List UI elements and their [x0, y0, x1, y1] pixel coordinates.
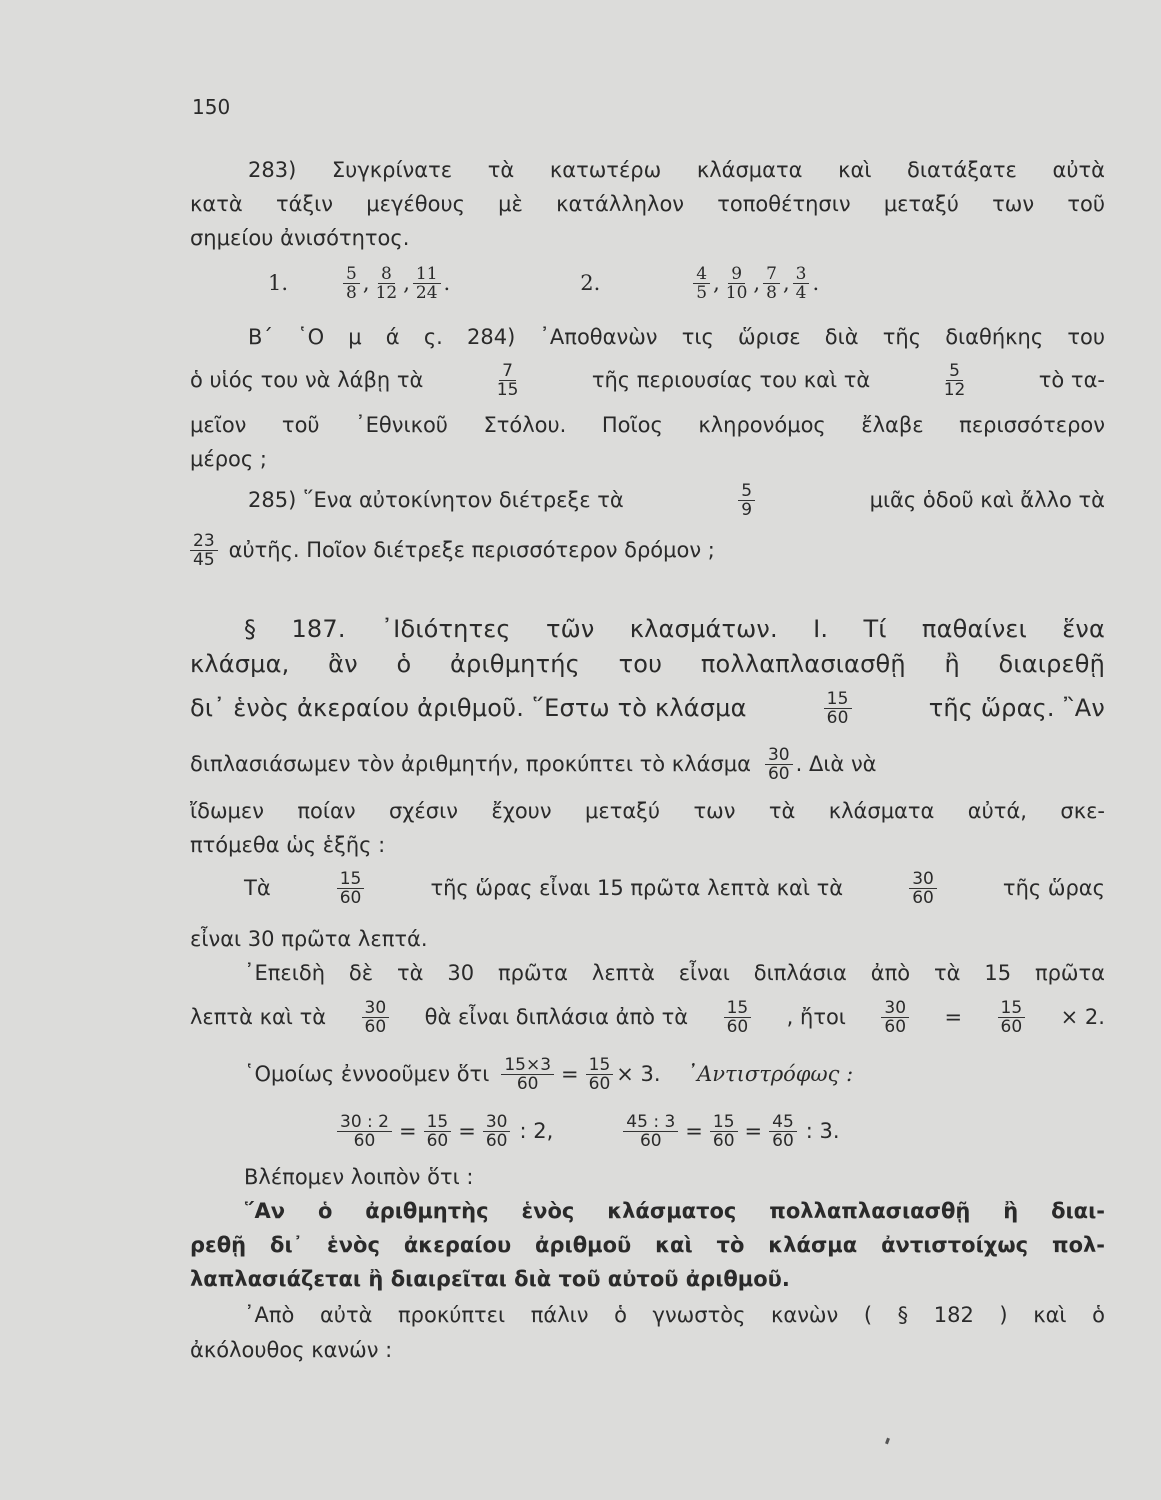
section-187-line6: πτόμεθα ὡς ἑξῆς : [190, 833, 386, 857]
section-187-title: § 187. ᾿Ιδιότητες τῶν κλασμάτων. Ι. Τί παθαίνει ἕνα [244, 615, 1105, 643]
fraction: 15 60 [724, 999, 752, 1036]
section-187-equations: $\frac{30 : 2}{60}$ = $\frac{15}{60}$ = $\frac{30}{60}$ : 2, $\frac{45 : 3}{60}$ = $\frac{15}{60}$ = $\frac{45}{60}$ : 3. [334, 1106, 1034, 1156]
section-187-line3: δι᾿ ἑνὸς ἀκεραίου ἀριθμοῦ. ῞Εστω τὸ κλάσμα 15 60 τῆς ὥρας. ῍Αν [190, 688, 1105, 728]
section-187-line5: ἴδωμεν ποίαν σχέσιν ἔχουν μεταξύ των τὰ κλάσματα αὐτά, σκε- [190, 799, 1105, 823]
ex283-fraction-list: 1. 5 8 , 8 12 , 11 24 . 2. 4 5 , 9 10 , 7 8 , 3 4 . [268, 263, 820, 303]
ex285-line1: 285) ῞Ενα αὐτοκίνητον διέτρεξε τὰ 5 9 μιᾶς ὁδοῦ καὶ ἄλλο τὰ [248, 480, 1105, 520]
rule-line3: λαπλασιάζεται ἢ διαιρεῖται διὰ τοῦ αὐτοῦ ἀριθμοῦ. [190, 1267, 790, 1291]
section-187-line11: ῾Ομοίως ἐννοοῦμεν ὅτι $\frac{15\times 3}{60}$ = $\frac{15}{60}$ × 3. ᾿Αντιστρόφως : [244, 1054, 854, 1094]
fraction: 30 60 [765, 746, 793, 783]
fraction: $\frac{30}{60}$ [881, 999, 909, 1036]
section-187-line13: Βλέπομεν λοιπὸν ὅτι : [244, 1165, 474, 1189]
ink-speck [885, 1438, 890, 1445]
fraction: 8 12 [375, 263, 398, 303]
ex283-line1: 283) Συγκρίνατε τὰ κατωτέρω κλάσματα καὶ διατάξατε αὐτὰ [248, 158, 1105, 182]
fraction: 5 8 [343, 265, 360, 302]
fraction: $\frac{45}{60}$ [769, 1113, 797, 1150]
section-187-line8: εἶναι 30 πρῶτα λεπτά. [190, 927, 428, 951]
section-187-line10: λεπτὰ καὶ τὰ 30 60 θὰ εἶναι διπλάσια ἀπὸ τὰ 15 60 , ἤτοι $\frac{30}{60}$ = $\frac{15}{60}$ × 2. [190, 997, 1105, 1037]
fraction: $\frac{15}{60}$ [710, 1113, 738, 1150]
fraction: 30 60 [909, 870, 937, 907]
fraction: 15 60 [824, 690, 852, 727]
fraction: 15 60 [337, 870, 365, 907]
rule-line1: ῞Αν ὁ ἀριθμητὴς ἑνὸς κλάσματος πολλαπλασιασθῇ ἢ διαι- [244, 1199, 1105, 1223]
fraction: 11 24 [413, 265, 441, 302]
section-187-line7: Τὰ 15 60 τῆς ὥρας εἶναι 15 πρῶτα λεπτὰ καὶ τὰ 30 60 τῆς ὥρας [244, 868, 1105, 908]
section-187-line2: κλάσμα, ἂν ὁ ἀριθμητής του πολλαπλασιασθῇ ἢ διαιρεθῇ [190, 650, 1105, 678]
fraction: 23 45 [190, 532, 218, 569]
fraction: $\frac{15}{60}$ [424, 1113, 452, 1150]
section-187-line4: διπλασιάσωμεν τὸν ἀριθμητήν, προκύπτει τὸ κλάσμα 30 60 . Διὰ νὰ [190, 744, 877, 784]
fraction: 9 10 [725, 263, 748, 303]
fraction: 7 15 [496, 360, 519, 400]
ex283-line2: κατὰ τάξιν μεγέθους μὲ κατάλληλον τοποθέτησιν μεταξύ των τοῦ [190, 192, 1105, 216]
fraction: $\frac{30 : 2}{60}$ [337, 1113, 392, 1150]
ex284-line1: Β΄ ῾Ο μ ά ς. 284) ᾿Αποθανὼν τις ὥρισε διὰ τῆς διαθήκης του [248, 325, 1105, 349]
part1-label: 1. [268, 271, 289, 295]
section-187-line17: ᾿Απὸ αὐτὰ προκύπτει πάλιν ὁ γνωστὸς κανὼν ( § 182 ) καὶ ὁ [244, 1303, 1105, 1327]
ex284-line4: μέρος ; [190, 447, 267, 471]
fraction: $\frac{15}{60}$ [998, 999, 1026, 1036]
ex283-line3: σημείου ἀνισότητος. [190, 226, 410, 250]
rule-line2: ρεθῇ δι᾿ ἑνὸς ἀκεραίου ἀριθμοῦ καὶ τὸ κλάσμα ἀντιστοίχως πολ- [190, 1233, 1105, 1257]
fraction: 7 8 [763, 265, 780, 302]
ex284-line2: ὁ υἱός του νὰ λάβῃ τὰ 7 15 τῆς περιουσίας του καὶ τὰ 5 12 τὸ τα- [190, 360, 1105, 400]
fraction: $\frac{30}{60}$ [483, 1113, 511, 1150]
fraction: $\frac{15}{60}$ [586, 1056, 614, 1093]
ex285-line2: 23 45 αὐτῆς. Ποῖον διέτρεξε περισσότερον δρόμον ; [190, 528, 1105, 572]
fraction: 5 9 [738, 482, 755, 519]
ex284-line3: μεῖον τοῦ ᾿Εθνικοῦ Στόλου. Ποῖος κληρονόμος ἔλαβε περισσότερον [190, 413, 1105, 437]
page-number: 150 [192, 95, 231, 119]
fraction: 5 12 [943, 360, 966, 400]
section-187-line18: ἀκόλουθος κανών : [190, 1338, 393, 1362]
fraction: 4 5 [693, 265, 710, 302]
fraction: 3 4 [793, 265, 810, 302]
section-187-line9: ᾿Επειδὴ δὲ τὰ 30 πρῶτα λεπτὰ εἶναι διπλάσια ἀπὸ τὰ 15 πρῶτα [244, 961, 1105, 985]
part2-label: 2. [580, 271, 601, 295]
fraction: $\frac{15\times 3}{60}$ [501, 1056, 554, 1093]
fraction: 30 60 [362, 999, 390, 1036]
fraction: $\frac{45 : 3}{60}$ [623, 1113, 678, 1150]
